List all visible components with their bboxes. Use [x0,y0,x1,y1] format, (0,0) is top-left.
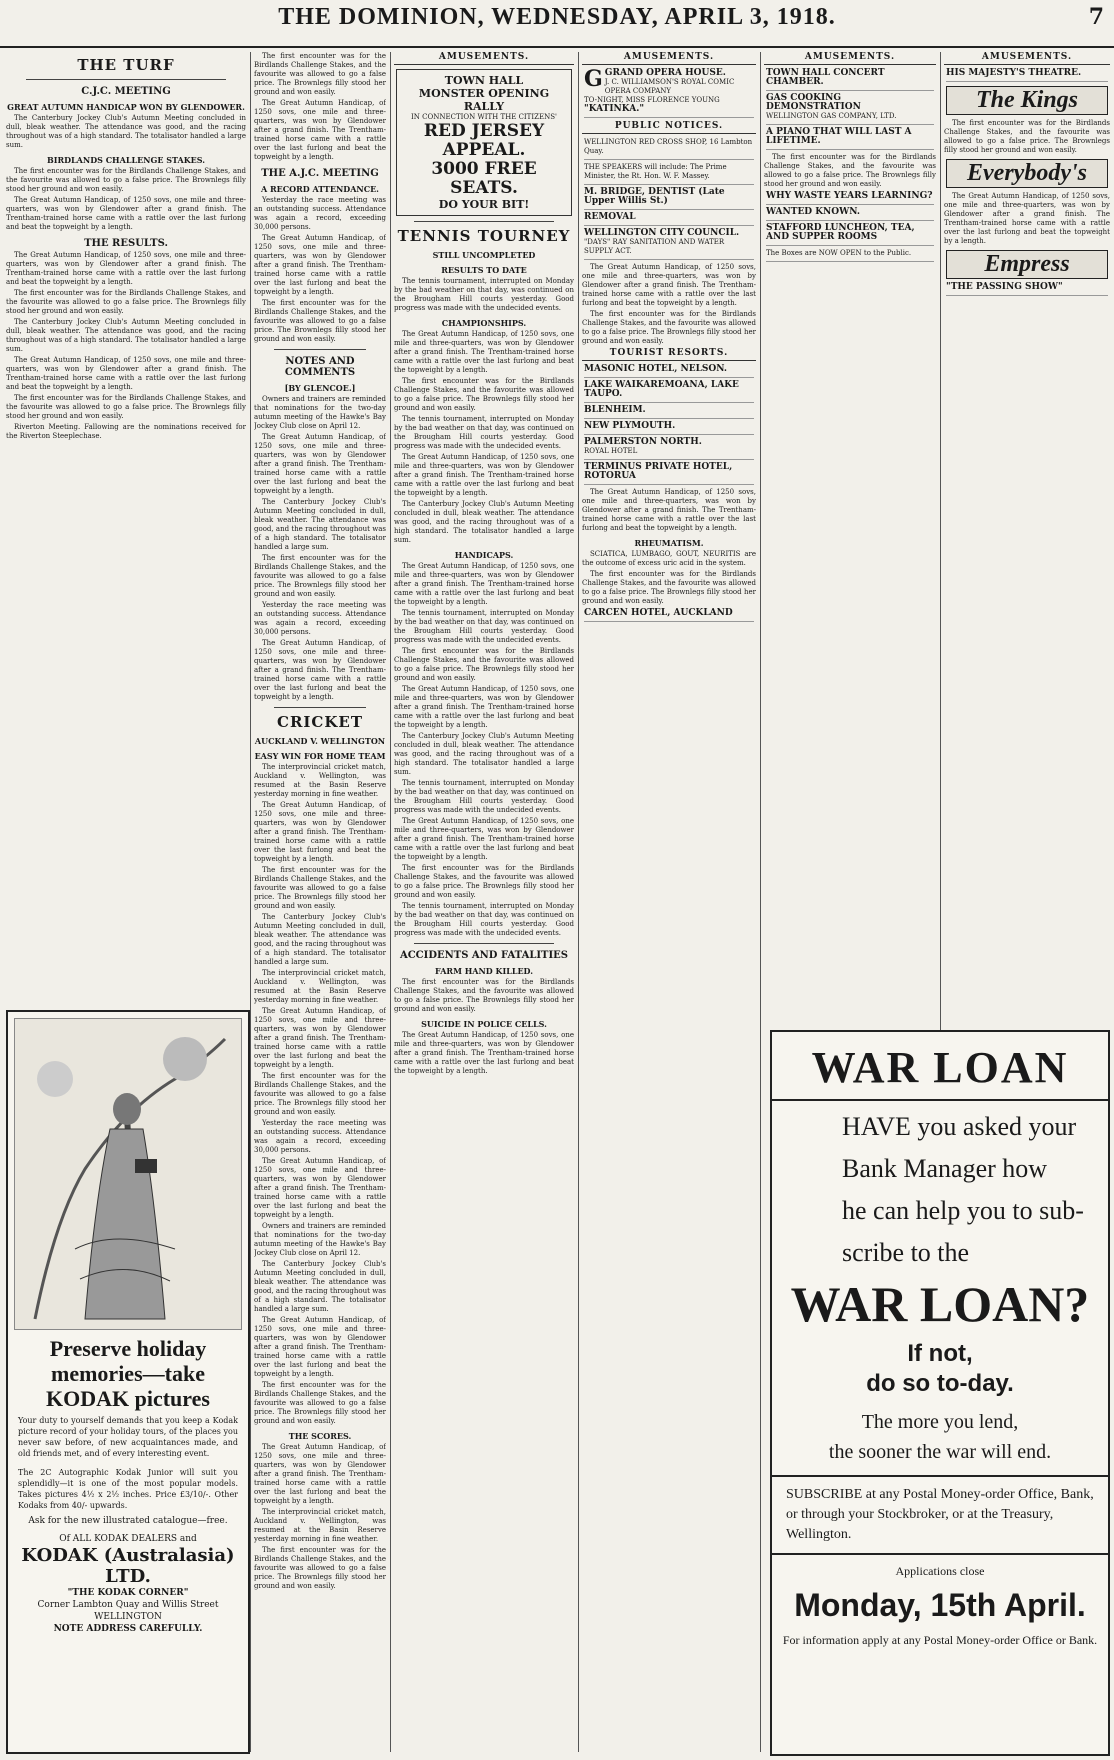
article-paragraph: The interprovincial cricket match, Auckland v. Wellington, was resumed at the Basin Reserve yesterday morning in fine weather. [254,763,386,798]
piano-ad [766,128,934,150]
notice-red-cross: WELLINGTON RED CROSS SHOP, 16 Lambton Quay. [584,138,754,160]
gas-company: WELLINGTON GAS COMPANY, LTD. [766,112,897,120]
article-paragraph: The Great Autumn Handicap, of 1250 sovs, one mile and three-quarters, was won by Glendower after a grand finish. The Trentham-trained horse came with a rattle over the last furlong and beat the topweight by a length. [254,639,386,701]
results-heading: THE RESULTS. [84,238,168,249]
suicide-heading: SUICIDE IN POLICE CELLS. [421,1019,547,1029]
war-loan-more: The more you lend, [861,1411,1019,1433]
article-paragraph: The Great Autumn Handicap, of 1250 sovs, one mile and three-quarters, was won by Glendower after a grand finish. The Trentham-trained horse came with a rattle over the last furlong and beat the topweight by a length. [582,488,756,532]
section-heading: THE TURF [77,56,175,74]
article-paragraph: The first encounter was for the Birdlands Challenge Stakes, and the favourite was allowed to go a false price. The Brownlegs filly stood her ground and won easily. [394,978,574,1013]
article-paragraph: The Great Autumn Handicap, of 1250 sovs, one mile and three-quarters, was won by Glendower after a grand finish. The Trentham-trained horse came with a rattle over the last furlong and beat the topweight by a length. [254,99,386,161]
turf-column [6,52,246,1002]
lake-title: LAKE WAIKAREMOANA, LAKE TAUPO. [584,380,739,399]
column-rule [250,52,251,1752]
piano-title: A PIANO THAT WILL LAST A LIFETIME. [766,127,912,146]
lake-ad [584,381,754,403]
article-paragraph: The first encounter was for the Birdlands Challenge Stakes, and the favourite was allowed to go a false price. The Brownlegs filly stood her ground and won easily. [6,167,246,193]
ajc-subheading: A RECORD ATTENDANCE. [261,184,379,194]
concert-ad [766,69,934,91]
article-paragraph: The Great Autumn Handicap, of 1250 sovs, one mile and three-quarters, was won by Glendower after a grand finish. The Trentham-trained horse came with a rattle over the last furlong and beat the topweight by a length. [394,1031,574,1075]
kodak-address: Corner Lambton Quay and Willis Street [37,1600,219,1610]
appeal-title: RED JERSEY APPEAL. [423,121,545,160]
article-paragraph: The Canterbury Jockey Club's Autumn Meeting concluded in dull, bleak weather. The attendance was good, and the racing throughout was of a high standard. The totalisator handled a large sum. [254,913,386,966]
war-loan-question-3: he can help you to sub- [842,1196,1084,1225]
terminus-ad [584,463,754,485]
town-hall-title: TOWN HALL [444,74,524,87]
kodak-body: Your duty to yourself demands that you keep a Kodak picture record of your holiday tours, of the places you never saw before, of new acquaintances made, and old friends met, and of every interesting event. [18,1416,238,1458]
war-loan-question-2: Bank Manager how [842,1154,1048,1183]
tennis-heading: TENNIS TOURNEY [397,227,571,245]
notice-removal [584,213,754,226]
section-label: AMUSEMENTS. [764,52,936,65]
kings-logo: The Kings [975,87,1079,113]
kodak-dealers: Of ALL KODAK DEALERS and [59,1534,197,1544]
masonic-title: MASONIC HOTEL, NELSON. [584,364,728,374]
masthead [0,0,1114,48]
article-paragraph: The first encounter was for the Birdlands Challenge Stakes, and the favourite was allowed to go a false price. The Brownlegs filly stood her ground and won easily. [254,866,386,910]
race-heading: BIRDLANDS CHALLENGE STAKES. [46,155,206,165]
column-rule [578,52,579,1752]
council-title: WELLINGTON CITY COUNCIL. [584,228,740,238]
subheading: C.J.C. MEETING [81,86,171,97]
ajc-heading: THE A.J.C. MEETING [261,168,379,179]
article-paragraph: The Great Autumn Handicap, of 1250 sovs, one mile and three-quarters, was won by Glendower after a grand finish. The Trentham-trained horse came with a rattle over the last furlong and beat the topweight by a length. [254,1157,386,1219]
section-label: AMUSEMENTS. [582,52,756,65]
article-paragraph: Owners and trainers are reminded that nominations for the two-day autumn meeting of the Hawke's Bay Jockey Club close on April 12. [254,395,386,430]
article-paragraph: The tennis tournament, interrupted on Monday by the bad weather on that day, was continued on the Brougham Hill courts yesterday. Good progress was made with the undecided events. [394,609,574,644]
amusements-column [764,52,936,1027]
article-paragraph: The Great Autumn Handicap, of 1250 sovs, one mile and three-quarters, was won by Glendower after a grand finish. The Trentham-trained horse came with a rattle over the last furlong and beat the topweight by a length. [394,817,574,861]
article-paragraph: The first encounter was for the Birdlands Challenge Stakes, and the favourite was allowed to go a false price. The Brownlegs filly stood her ground and won easily. [6,394,246,420]
dentist-name: M. BRIDGE, DENTIST (Late Upper Willis St.) [584,187,725,206]
kodak-headline: Preserve holiday memories—take KODAK pictures [46,1336,210,1411]
article-paragraph: The first encounter was for the Birdlands Challenge Stakes, and the favourite was allowed to go a false price. The Brownlegs filly stood her ground and won easily. [254,52,386,96]
article-paragraph: The first encounter was for the Birdlands Challenge Stakes, and the favourite was allowed to go a false price. The Brownlegs filly stood her ground and won easily. [582,570,756,605]
blenheim-ad [584,406,754,419]
article-paragraph: The interprovincial cricket match, Auckland v. Wellington, was resumed at the Basin Reserve yesterday morning in fine weather. [254,1508,386,1543]
column-rule [760,52,761,1752]
town-hall-advertisement [396,69,572,216]
article-paragraph: The Great Autumn Handicap, of 1250 sovs, one mile and three-quarters, was won by Glendower after a grand finish. The Trentham-trained horse came with a rattle over the last furlong and beat the topweight by a length. [254,433,386,495]
masonic-hotel-ad [584,365,754,378]
notice-dentist [584,188,754,210]
palmerston-title: PALMERSTON NORTH. [584,437,702,447]
war-loan-date: Monday, 15th April. [794,1587,1086,1623]
article-paragraph: The Canterbury Jockey Club's Autumn Meeting concluded in dull, bleak weather. The attendance was good, and the racing throughout was of a high standard. The totalisator handled a large sum. [254,1260,386,1313]
kodak-city: WELLINGTON [94,1612,162,1622]
article-paragraph: The first encounter was for the Birdlands Challenge Stakes, and the favourite was allowed to go a false price. The Brownlegs filly stood her ground and won easily. [764,153,936,188]
theatre-title: HIS MAJESTY'S THEATRE. [946,68,1082,78]
boxes-notice: The Boxes are NOW OPEN to the Public. [766,249,934,262]
accidents-heading: ACCIDENTS AND FATALITIES [399,950,569,961]
article-paragraph: The tennis tournament, interrupted on Monday by the bad weather on that day, was continued on the Brougham Hill courts yesterday. Good progress was made with the undecided events. [394,415,574,450]
article-paragraph: The Great Autumn Handicap, of 1250 sovs, one mile and three-quarters, was won by Glendower after a grand finish. The Trentham-trained horse came with a rattle over the last furlong and beat the topweight by a length. [6,251,246,286]
section-label: AMUSEMENTS. [944,52,1110,65]
cricket-heading: CRICKET [277,713,363,731]
article-paragraph: The first encounter was for the Birdlands Challenge Stakes, and the favourite was allowed to go a false price. The Brownlegs filly stood her ground and won easily. [254,1072,386,1116]
article-paragraph: The tennis tournament, interrupted on Monday by the bad weather on that day, was continued on the Brougham Hill courts yesterday. Good progress was made with the undecided events. [394,902,574,937]
concert-title: TOWN HALL CONCERT CHAMBER. [766,68,885,87]
kodak-catalogue: Ask for the new illustrated catalogue—free. [28,1516,228,1526]
gas-cooking-ad [766,94,934,125]
war-loan-question-4: scribe to the [842,1238,970,1267]
war-loan-sooner: the sooner the war will end. [828,1441,1052,1463]
article-paragraph: SCIATICA, LUMBAGO, GOUT, NEURITIS are the outcome of excess uric acid in the system. [582,550,756,567]
carcen-hotel-ad [584,609,754,622]
article-paragraph: The Canterbury Jockey Club's Autumn Meeting concluded in dull, bleak weather. The attendance was good, and the racing throughout was of a high standard. The totalisator handled a large sum. [6,114,246,149]
tennis-subheading: STILL UNCOMPLETED [432,250,536,260]
removal-title: REMOVAL [584,212,636,222]
wanted-ad [766,208,934,221]
article-paragraph: The Great Autumn Handicap, of 1250 sovs, one mile and three-quarters, was won by Glendower after a grand finish. The Trentham-trained horse came with a rattle over the last furlong and beat the topweight by a length. [394,453,574,497]
cricket-subheading: AUCKLAND V. WELLINGTON [254,736,386,746]
article-paragraph: The Canterbury Jockey Club's Autumn Meeting concluded in dull, bleak weather. The attendance was good, and the racing throughout was of a high standard. The totalisator handled a large sum. [394,732,574,776]
stafford-title: STAFFORD LUNCHEON, TEA, AND SUPPER ROOMS [766,223,915,242]
kodak-corner: "THE KODAK CORNER" [67,1588,189,1598]
woman-with-camera-illustration [15,1019,241,1329]
article-paragraph: The tennis tournament, interrupted on Monday by the bad weather on that day, was continued on the Brougham Hill courts yesterday. Good progress was made with the undecided events. [394,277,574,312]
kings-theatre-ad [946,86,1108,115]
article-paragraph: The Great Autumn Handicap, of 1250 sovs, one mile and three-quarters, was won by Glendower after a grand finish. The Trentham-trained horse came with a rattle over the last furlong and beat the topweight by a length. [582,263,756,307]
section-label: TOURIST RESORTS. [582,348,756,361]
article-paragraph: The Great Autumn Handicap, of 1250 sovs, one mile and three-quarters, was won by Glendower after a grand finish. The Trentham-trained horse came with a rattle over the last furlong and beat the topweight by a length. [394,685,574,729]
passing-show-title: "THE PASSING SHOW" [946,282,1063,292]
war-loan-close: Applications close [895,1564,985,1578]
article-paragraph: The first encounter was for the Birdlands Challenge Stakes, and the favourite was allowed to go a false price. The Brownlegs filly stood her ground and won easily. [944,119,1110,154]
blenheim-title: BLENHEIM. [584,405,646,415]
opera-house-ad: GGRAND OPERA HOUSE. J. C. WILLIAMSON'S ROYAL COMIC OPERA COMPANY TO-NIGHT, MISS FLORENCE YOUNG "KATINKA." [584,69,754,118]
article-paragraph: Yesterday the race meeting was an outstanding success. Attendance was again a record, exceeding 30,000 persons. [254,1119,386,1154]
cookery-title: GAS COOKING DEMONSTRATION [766,93,861,112]
section-label: AMUSEMENTS. [394,52,574,65]
rally-title: MONSTER OPENING RALLY [418,87,550,113]
article-paragraph: The Great Autumn Handicap, of 1250 sovs, one mile and three-quarters, was won by Glendower after a grand finish. The Trentham-trained horse came with a rattle over the last furlong and beat the topweight by a length. [254,234,386,296]
his-majestys-ad [946,69,1108,82]
notes-heading: NOTES AND COMMENTS [284,356,356,378]
page-title: THE DOMINION, WEDNESDAY, APRIL 3, 1918. [278,4,836,30]
kodak-note: NOTE ADDRESS CAREFULLY. [53,1624,203,1634]
rheumatism-heading: RHEUMATISM. [634,538,704,548]
passing-show-ad [946,283,1108,296]
article-paragraph: The Great Autumn Handicap, of 1250 sovs, one mile and three-quarters, was won by Glendower after a grand finish. The Trentham-trained horse came with a rattle over the last furlong and beat the topweight by a length. [394,330,574,374]
article-paragraph: The first encounter was for the Birdlands Challenge Stakes, and the favourite was allowed to go a false price. The Brownlegs filly stood her ground and won easily. [394,647,574,682]
free-seats: 3000 FREE SEATS. [431,159,537,198]
amusements-tennis-column [394,52,574,1752]
article-paragraph: The first encounter was for the Birdlands Challenge Stakes, and the favourite was allowed to go a false price. The Brownlegs filly stood her ground and won easily. [254,554,386,598]
article-paragraph: The Great Autumn Handicap, of 1250 sovs, one mile and three-quarters, was won by Glendower after a grand finish. The Trentham-trained horse came with a rattle over the last furlong and beat the topweight by a length. [254,1443,386,1505]
article-paragraph: The Great Autumn Handicap, of 1250 sovs, one mile and three-quarters, was won by Glendower after a grand finish. The Trentham-trained horse came with a rattle over the last furlong and beat the topweight by a length. [944,192,1110,245]
article-paragraph: The Great Autumn Handicap, of 1250 sovs, one mile and three-quarters, was won by Glendower after a grand finish. The Trentham-trained horse came with a rattle over the last furlong and beat the topweight by a length. [6,196,246,231]
kodak-illustration [14,1018,242,1330]
notes-byline: [BY GLENCOE.] [284,383,356,393]
empress-theatre-ad [946,250,1108,279]
rally-connection: IN CONNECTION WITH THE CITIZENS' [411,113,557,121]
article-paragraph: The Canterbury Jockey Club's Autumn Meeting concluded in dull, bleak weather. The attendance was good, and the racing throughout was of a high standard. The totalisator handled a large sum. [6,318,246,353]
article-paragraph: The first encounter was for the Birdlands Challenge Stakes, and the favourite was allowed to go a false price. The Brownlegs filly stood her ground and won easily. [394,377,574,412]
empress-logo: Empress [984,251,1070,277]
plymouth-ad [584,422,754,435]
war-loan-today: do so to-day. [866,1370,1014,1397]
palmerston-ad [584,438,754,460]
article-paragraph: The Great Autumn Handicap, of 1250 sovs, one mile and three-quarters, was won by Glendower after a grand finish. The Trentham-trained horse came with a rattle over the last furlong and beat the topweight by a length. [6,356,246,391]
opera-tonight: TO-NIGHT, MISS FLORENCE YOUNG [584,96,720,104]
stafford-ad [766,224,934,246]
article-paragraph: The Great Autumn Handicap, of 1250 sovs, one mile and three-quarters, was won by Glendower after a grand finish. The Trentham-trained horse came with a rattle over the last furlong and beat the topweight by a length. [254,1316,386,1378]
war-loan-banner: WAR LOAN [772,1042,1108,1101]
article-paragraph: Yesterday the race meeting was an outstanding success. Attendance was again a record, exceeding 30,000 persons. [254,601,386,636]
article-paragraph: The tennis tournament, interrupted on Monday by the bad weather on that day, was continued on the Brougham Hill courts yesterday. Good progress was made with the undecided events. [394,779,574,814]
kodak-brand: KODAK (Australasia) LTD. [21,1545,235,1587]
learning-ad [766,192,934,205]
article-paragraph: Yesterday the race meeting was an outstanding success. Attendance was again a record, exceeding 30,000 persons. [254,196,386,231]
carcen-title: CARCEN HOTEL, AUCKLAND [584,608,733,618]
article-paragraph: The Canterbury Jockey Club's Autumn Meeting concluded in dull, bleak weather. The attendance was good, and the racing throughout was of a high standard. The totalisator handled a large sum. [394,500,574,544]
plymouth-title: NEW PLYMOUTH. [584,421,676,431]
war-loan-question-1: HAVE you asked your [842,1112,1077,1141]
war-loan-heading: WAR LOAN? [790,1276,1090,1332]
page-number: 7 [1088,4,1104,30]
article-paragraph: The first encounter was for the Birdlands Challenge Stakes, and the favourite was allowed to go a false price. The Brownlegs filly stood her ground and won easily. [6,289,246,315]
article-paragraph: The Canterbury Jockey Club's Autumn Meeting concluded in dull, bleak weather. The attendance was good, and the racing throughout was of a high standard. The totalisator handled a large sum. [254,498,386,551]
royal-hotel: ROYAL HOTEL [584,447,638,455]
kodak-advertisement [6,1010,250,1754]
kodak-body-2: The 2C Autographic Kodak Junior will suit you splendidly—it is one of the most popular models. Takes pictures 4½ x 2½ inches. Price £3/10/-. Other Kodaks from 40/- upwards. [18,1468,238,1510]
scores-heading: THE SCORES. [288,1431,352,1441]
everybodys-logo: Everybody's [967,160,1087,186]
article-paragraph: The Great Autumn Handicap, of 1250 sovs, one mile and three-quarters, was won by Glendower after a grand finish. The Trentham-trained horse came with a rattle over the last furlong and beat the topweight by a length. [254,801,386,863]
article-paragraph: The first encounter was for the Birdlands Challenge Stakes, and the favourite was allowed to go a false price. The Brownlegs filly stood her ground and won easily. [582,310,756,345]
war-loan-advertisement [770,1030,1110,1756]
opera-show: "KATINKA." [584,104,645,114]
do-your-bit: DO YOUR BIT! [438,198,530,211]
terminus-title: TERMINUS PRIVATE HOTEL, ROTORUA [584,462,733,481]
cricket-lead: EASY WIN FOR HOME TEAM [254,751,386,761]
section-label: PUBLIC NOTICES. [582,121,756,134]
article-paragraph: The first encounter was for the Birdlands Challenge Stakes, and the favourite was allowed to go a false price. The Brownlegs filly stood her ground and won easily. [254,1546,386,1590]
tennis-results: RESULTS TO DATE [441,265,527,275]
article-paragraph: Owners and trainers are reminded that nominations for the two-day autumn meeting of the Hawke's Bay Jockey Club close on April 12. [254,1222,386,1257]
notice-council [584,229,754,260]
championships-heading: CHAMPIONSHIPS. [441,318,527,328]
article-paragraph: Riverton Meeting. Fallowing are the nominations received for the Riverton Steeplechase. [6,423,246,440]
handicaps-heading: HANDICAPS. [454,550,514,560]
war-loan-info: For information apply at any Postal Money-order Office or Bank. [782,1633,1098,1647]
opera-company: J. C. WILLIAMSON'S ROYAL COMIC OPERA COMPANY [604,78,735,95]
article-paragraph: The interprovincial cricket match, Auckland v. Wellington, was resumed at the Basin Reserve yesterday morning in fine weather. [254,969,386,1004]
council-act: "DAYS" RAY SANITATION AND WATER SUPPLY ACT. [584,238,725,255]
theatre-column [944,52,1110,1027]
sport-column [254,52,386,1752]
article-paragraph: The Great Autumn Handicap, of 1250 sovs, one mile and three-quarters, was won by Glendower after a grand finish. The Trentham-trained horse came with a rattle over the last furlong and beat the topweight by a length. [394,562,574,606]
article-paragraph: The first encounter was for the Birdlands Challenge Stakes, and the favourite was allowed to go a false price. The Brownlegs filly stood her ground and won easily. [254,299,386,343]
lead-heading: GREAT AUTUMN HANDICAP WON BY GLENDOWER. [7,102,245,112]
column-rule [390,52,391,1752]
everybodys-theatre-ad [946,159,1108,188]
war-loan-subscribe: SUBSCRIBE at any Postal Money-order Office, Bank, or through your Stockbroker, or at the Treasury, Wellington. [772,1475,1108,1555]
war-loan-if-not: If not, [907,1340,973,1367]
public-notices-column [582,52,756,1752]
farm-heading: FARM HAND KILLED. [435,966,533,976]
wanted-title: WANTED KNOWN. [766,207,861,217]
article-paragraph: The Great Autumn Handicap, of 1250 sovs, one mile and three-quarters, was won by Glendower after a grand finish. The Trentham-trained horse came with a rattle over the last furlong and beat the topweight by a length. [254,1007,386,1069]
opera-title: GRAND OPERA HOUSE. [604,68,726,78]
notice-speakers: THE SPEAKERS will include: The Prime Minister, the Rt. Hon. W. F. Massey. [584,163,754,185]
learning-title: WHY WASTE YEARS LEARNING? [766,191,933,201]
article-paragraph: The first encounter was for the Birdlands Challenge Stakes, and the favourite was allowed to go a false price. The Brownlegs filly stood her ground and won easily. [394,864,574,899]
article-paragraph: The first encounter was for the Birdlands Challenge Stakes, and the favourite was allowed to go a false price. The Brownlegs filly stood her ground and won easily. [254,1381,386,1425]
